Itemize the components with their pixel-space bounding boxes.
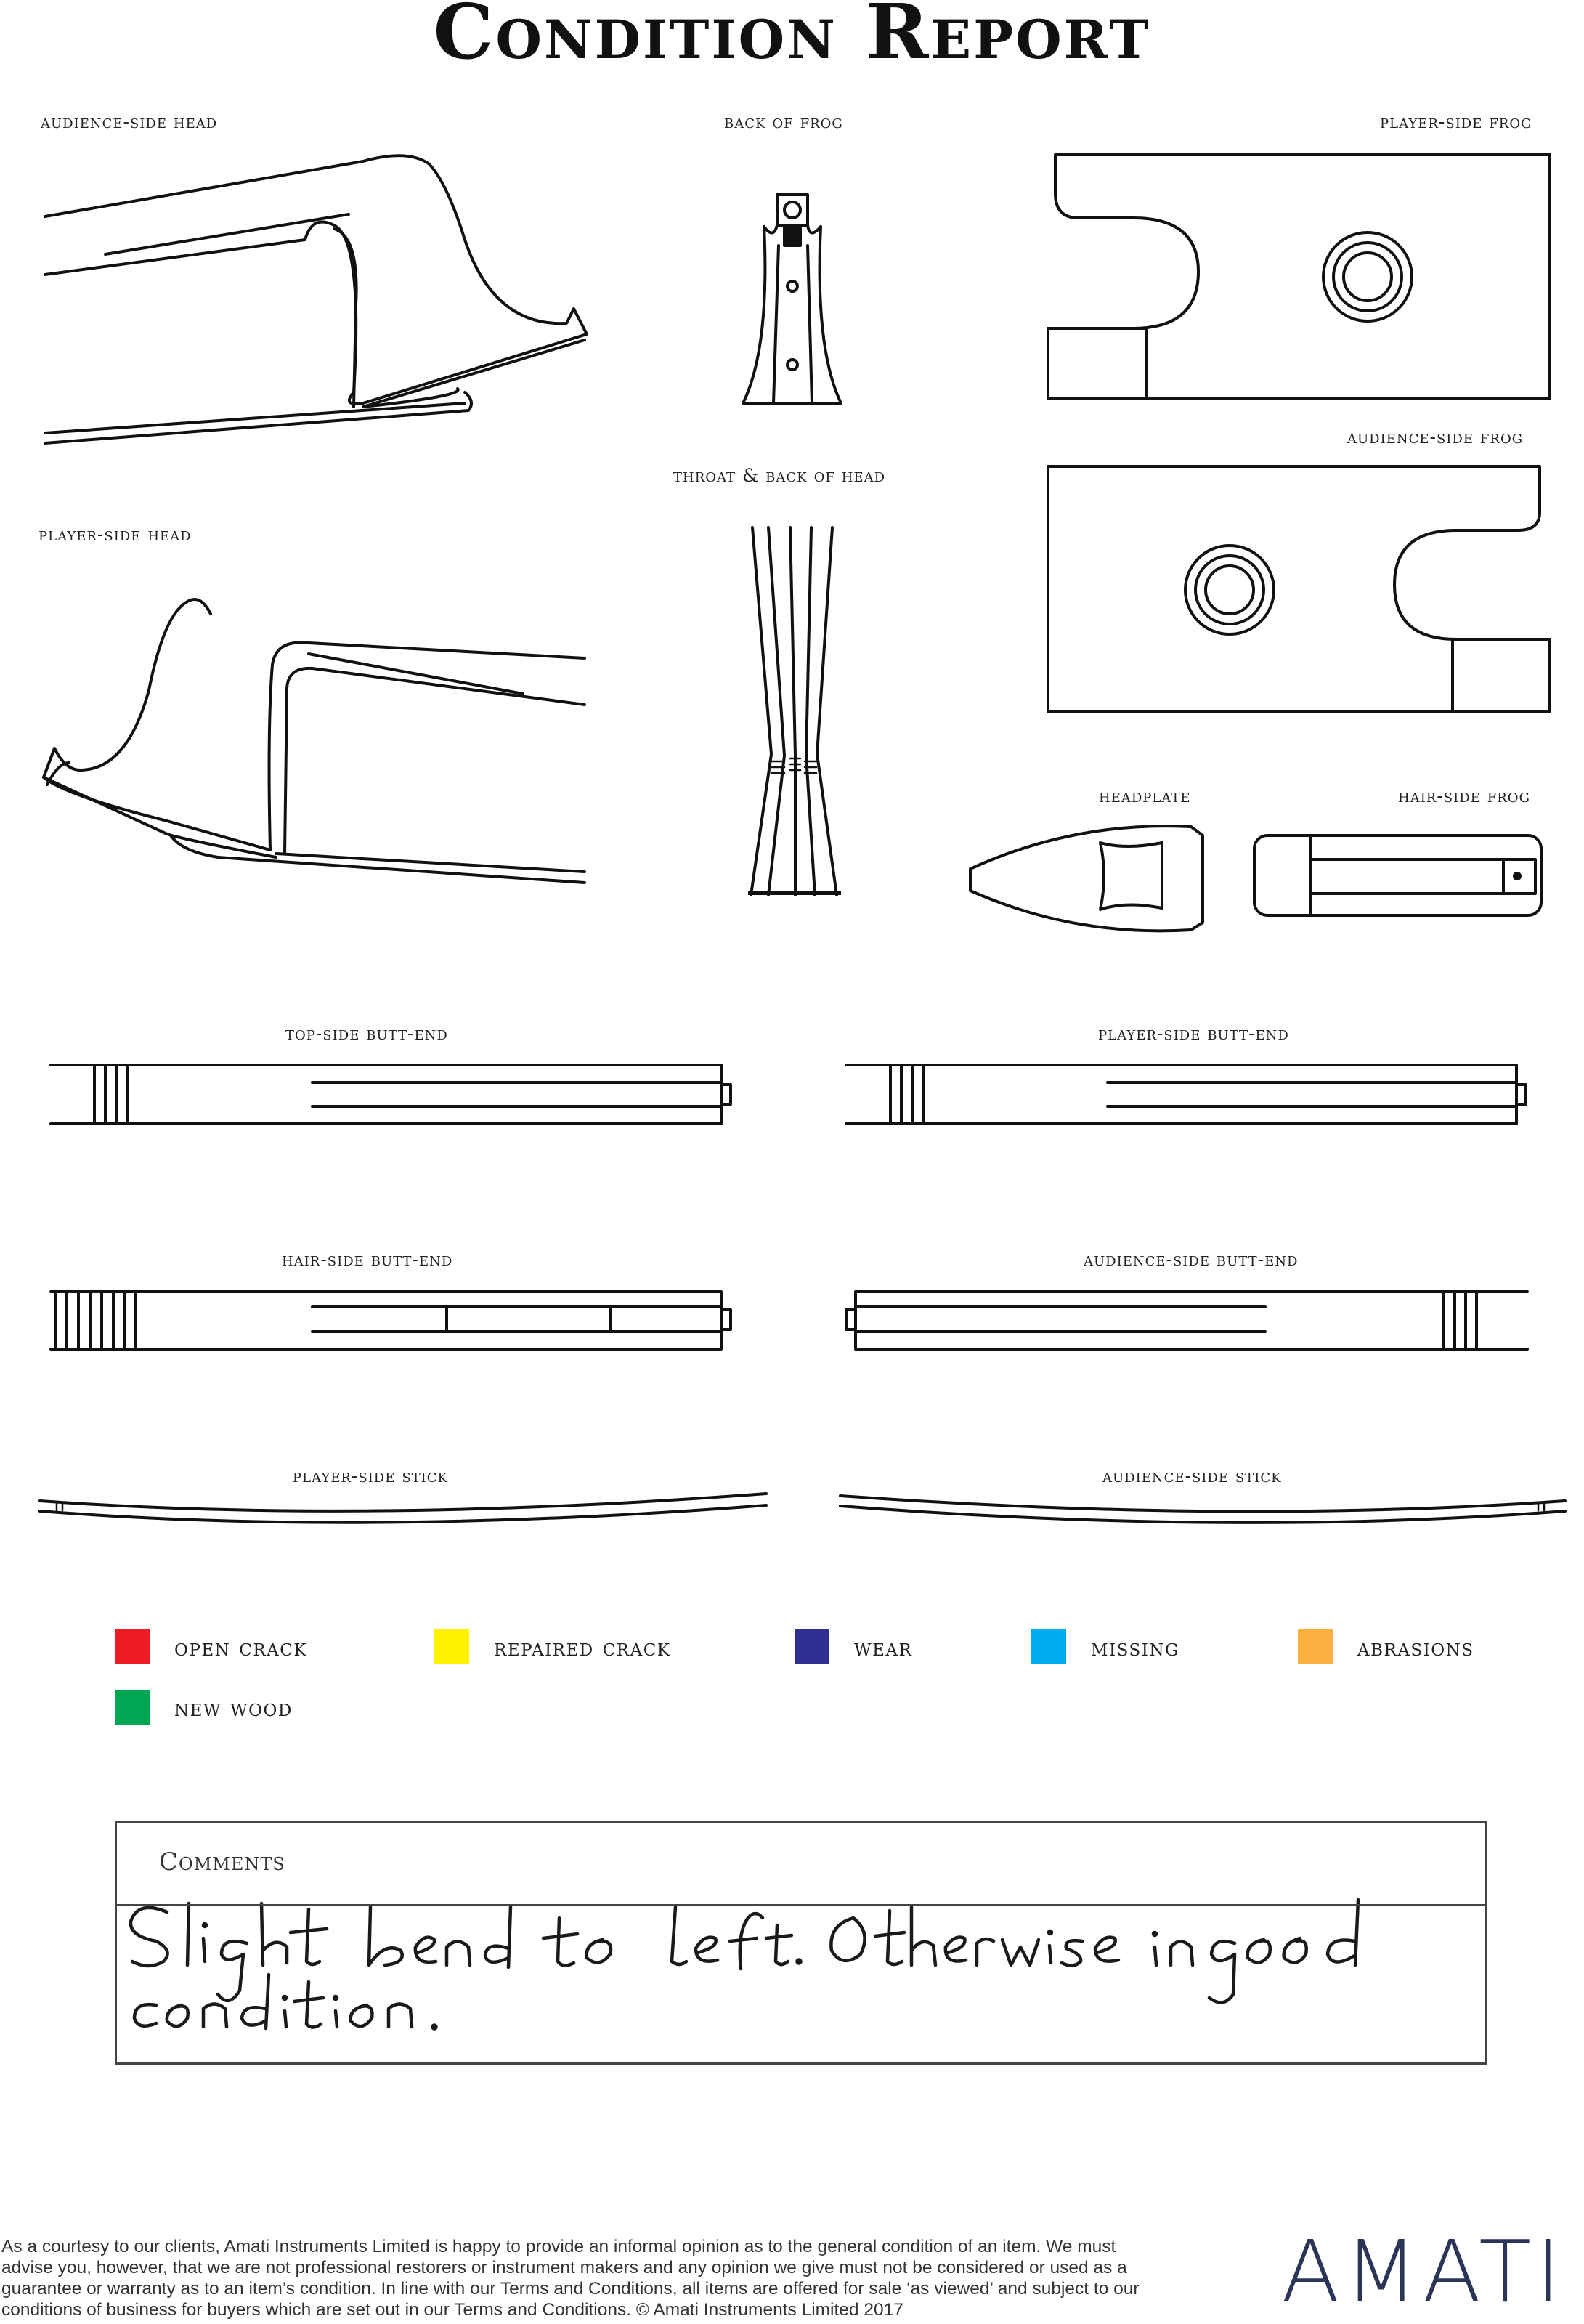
label-headplate: headplate bbox=[1099, 785, 1191, 806]
legend-swatch-new-wood bbox=[115, 1690, 150, 1725]
comments-header bbox=[117, 1823, 1485, 1906]
throat-back-of-head-drawing bbox=[748, 527, 841, 895]
comments-label: Comments bbox=[159, 1847, 285, 1876]
legend-label: wear bbox=[854, 1632, 913, 1661]
legend-swatch-missing bbox=[1031, 1629, 1066, 1664]
label-throat-back-of-head: throat & back of head bbox=[673, 465, 886, 486]
player-side-stick-drawing bbox=[40, 1494, 766, 1523]
legend-abrasions bbox=[1298, 1629, 1474, 1664]
legend-swatch-abrasions bbox=[1298, 1629, 1333, 1664]
legend-label: open crack bbox=[174, 1632, 308, 1661]
footer-disclaimer: As a courtesy to our clients, Amati Instruments Limited is happy to provide an informal opinion as to the general condition of an item. We must advise you, however, that we are not professional restorers or instrument makers and any opinion we give must not be considered or used as a guarantee or warranty as to an item’s condition. In line with our Terms and Conditions, all items are offered for sale ‘as viewed’ and subject to our conditions of business for buyers which are set out in our Terms and Conditions. © Amati Instruments Limited 2017 bbox=[1, 2237, 1140, 2320]
player-side-head-drawing bbox=[44, 599, 585, 883]
legend-repaired-crack bbox=[434, 1629, 671, 1664]
hair-side-frog-drawing bbox=[1254, 835, 1541, 915]
legend-swatch-open-crack bbox=[115, 1629, 150, 1664]
page-title: Condition Report bbox=[433, 0, 1151, 76]
label-player-side-frog: player-side frog bbox=[1380, 111, 1532, 132]
label-top-side-butt-end: top-side butt-end bbox=[285, 1023, 448, 1044]
legend-swatch-repaired-crack bbox=[434, 1629, 469, 1664]
label-audience-side-stick: audience-side stick bbox=[1102, 1465, 1282, 1486]
label-hair-side-butt-end: hair-side butt-end bbox=[282, 1249, 453, 1270]
back-of-frog-drawing bbox=[743, 195, 841, 403]
legend-missing bbox=[1031, 1629, 1179, 1664]
comments-box bbox=[115, 1821, 1487, 2065]
player-side-frog-drawing bbox=[1048, 155, 1550, 399]
audience-side-head-drawing bbox=[45, 155, 587, 443]
legend-label: abrasions bbox=[1357, 1632, 1474, 1661]
top-side-butt-end-drawing bbox=[51, 1065, 731, 1124]
label-hair-side-frog: hair-side frog bbox=[1398, 785, 1530, 806]
legend-wear bbox=[795, 1629, 912, 1664]
legend-open-crack bbox=[115, 1629, 307, 1664]
legend-new-wood bbox=[115, 1690, 293, 1725]
audience-side-frog-drawing bbox=[1048, 466, 1550, 712]
audience-side-butt-end-drawing bbox=[846, 1292, 1527, 1349]
label-player-side-butt-end: player-side butt-end bbox=[1098, 1023, 1289, 1044]
legend-swatch-wear bbox=[795, 1629, 829, 1664]
legend-label: missing bbox=[1091, 1632, 1179, 1661]
label-player-side-head: player-side head bbox=[38, 524, 192, 545]
audience-side-stick-drawing bbox=[840, 1496, 1565, 1523]
label-back-of-frog: back of frog bbox=[724, 111, 843, 132]
label-audience-side-frog: audience-side frog bbox=[1347, 426, 1524, 448]
legend-label: new wood bbox=[174, 1693, 293, 1722]
label-audience-side-head: audience-side head bbox=[41, 111, 218, 132]
legend-label: repaired crack bbox=[494, 1632, 671, 1661]
hair-side-butt-end-drawing bbox=[51, 1292, 731, 1349]
label-player-side-stick: player-side stick bbox=[293, 1465, 448, 1486]
label-audience-side-butt-end: audience-side butt-end bbox=[1084, 1249, 1299, 1270]
player-side-butt-end-drawing bbox=[846, 1065, 1526, 1124]
amati-logo: AMATI bbox=[1281, 2222, 1565, 2322]
headplate-drawing bbox=[970, 826, 1203, 931]
